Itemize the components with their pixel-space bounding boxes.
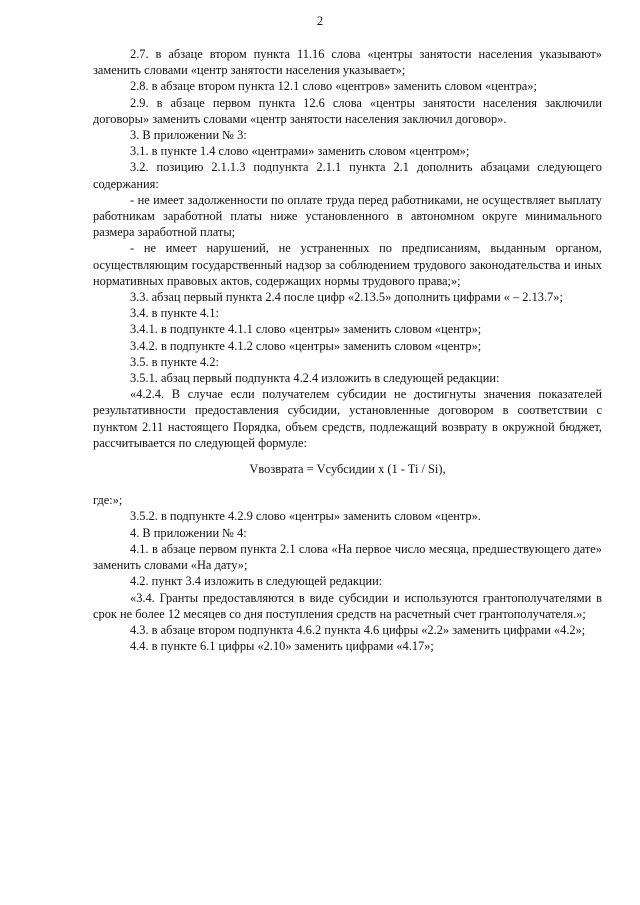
paragraph-3-5-1: 3.5.1. абзац первый подпункта 4.2.4 изложить в следующей редакции: <box>130 371 500 386</box>
paragraph-3-2-item-1: - не имеет задолженности по оплате труда перед работниками, не осуществляет выплату работникам заработной платы ниже установленного в автономном округе минимального размера заработной платы; <box>93 192 602 240</box>
paragraph-3-4-2: 3.4.2. в подпункте 4.1.2 слово «центры» заменить словом «центр»; <box>130 338 482 353</box>
paragraph-3-3: 3.3. абзац первый пункта 2.4 после цифр «2.13.5» дополнить цифрами « – 2.13.7»; <box>130 290 563 305</box>
paragraph-3: 3. В приложении № 3: <box>130 128 247 143</box>
paragraph-2-9: 2.9. в абзаце первом пункта 12.6 слова «центры занятости населения заключили договоры» заменить словами «центр занятости населения заключил договор». <box>93 95 602 126</box>
paragraph-4: 4. В приложении № 4: <box>130 525 247 540</box>
paragraph-3-5: 3.5. в пункте 4.2: <box>130 354 219 369</box>
paragraph-3-4-1: 3.4.1. в подпункте 4.1.1 слово «центры» заменить словом «центр»; <box>130 322 482 337</box>
paragraph-3-4: 3.4. в пункте 4.1: <box>130 306 219 321</box>
paragraph-3-5-2: 3.5.2. в подпункте 4.2.9 слово «центры» заменить словом «центр». <box>130 509 481 524</box>
formula: Vвозврата = Vсубсидии x (1 - Ti / Si), <box>249 462 446 477</box>
paragraph-3-2: 3.2. позицию 2.1.1.3 подпункта 2.1.1 пункта 2.1 дополнить абзацами следующего содержания: <box>93 160 602 191</box>
paragraph-2-8: 2.8. в абзаце втором пункта 12.1 слово «центров» заменить словом «центра»; <box>130 79 537 94</box>
document-body <box>93 46 602 654</box>
page-number: 2 <box>316 14 324 28</box>
paragraph-4-2: 4.2. пункт 3.4 изложить в следующей редакции: <box>130 574 383 589</box>
paragraph-4-3: 4.3. в абзаце втором подпункта 4.6.2 пункта 4.6 цифры «2.2» заменить цифрами «4.2»; <box>130 622 586 637</box>
paragraph-2-7: 2.7. в абзаце втором пункта 11.16 слова «центры занятости населения указывают» заменить словами «центр занятости населения указывает»; <box>93 47 602 78</box>
paragraph-4-4: 4.4. в пункте 6.1 цифры «2.10» заменить цифрами «4.17»; <box>130 639 434 654</box>
paragraph-3-1: 3.1. в пункте 1.4 слово «центрами» заменить словом «центром»; <box>130 144 470 159</box>
formula-where: где:»; <box>93 493 123 508</box>
paragraph-3-2-item-2: - не имеет нарушений, не устраненных по предписаниям, выданным органом, осуществляющим государственный надзор за соблюдением трудового законодательства и иных нормативных правовых актов, содержащих нормы трудового права;»; <box>93 241 602 288</box>
paragraph-3-4-quote: «3.4. Гранты предоставляются в виде субсидии и используются грантополучателями в срок не более 12 месяцев со дня поступления средств на расчетный счет грантополучателя.»; <box>93 590 602 621</box>
paragraph-4-2-4-quote: «4.2.4. В случае если получателем субсидии не достигнуты значения показателей результативности предоставления субсидии, установленные договором в соответствии с пунктом 2.11 настоящего Порядка, объем средств, подлежащий возврату в окружной бюджет, рассчитывается по следующей формуле: <box>93 387 602 450</box>
paragraph-4-1: 4.1. в абзаце первом пункта 2.1 слова «На первое число месяца, предшествующего дате» заменить словами «На дату»; <box>93 541 602 573</box>
